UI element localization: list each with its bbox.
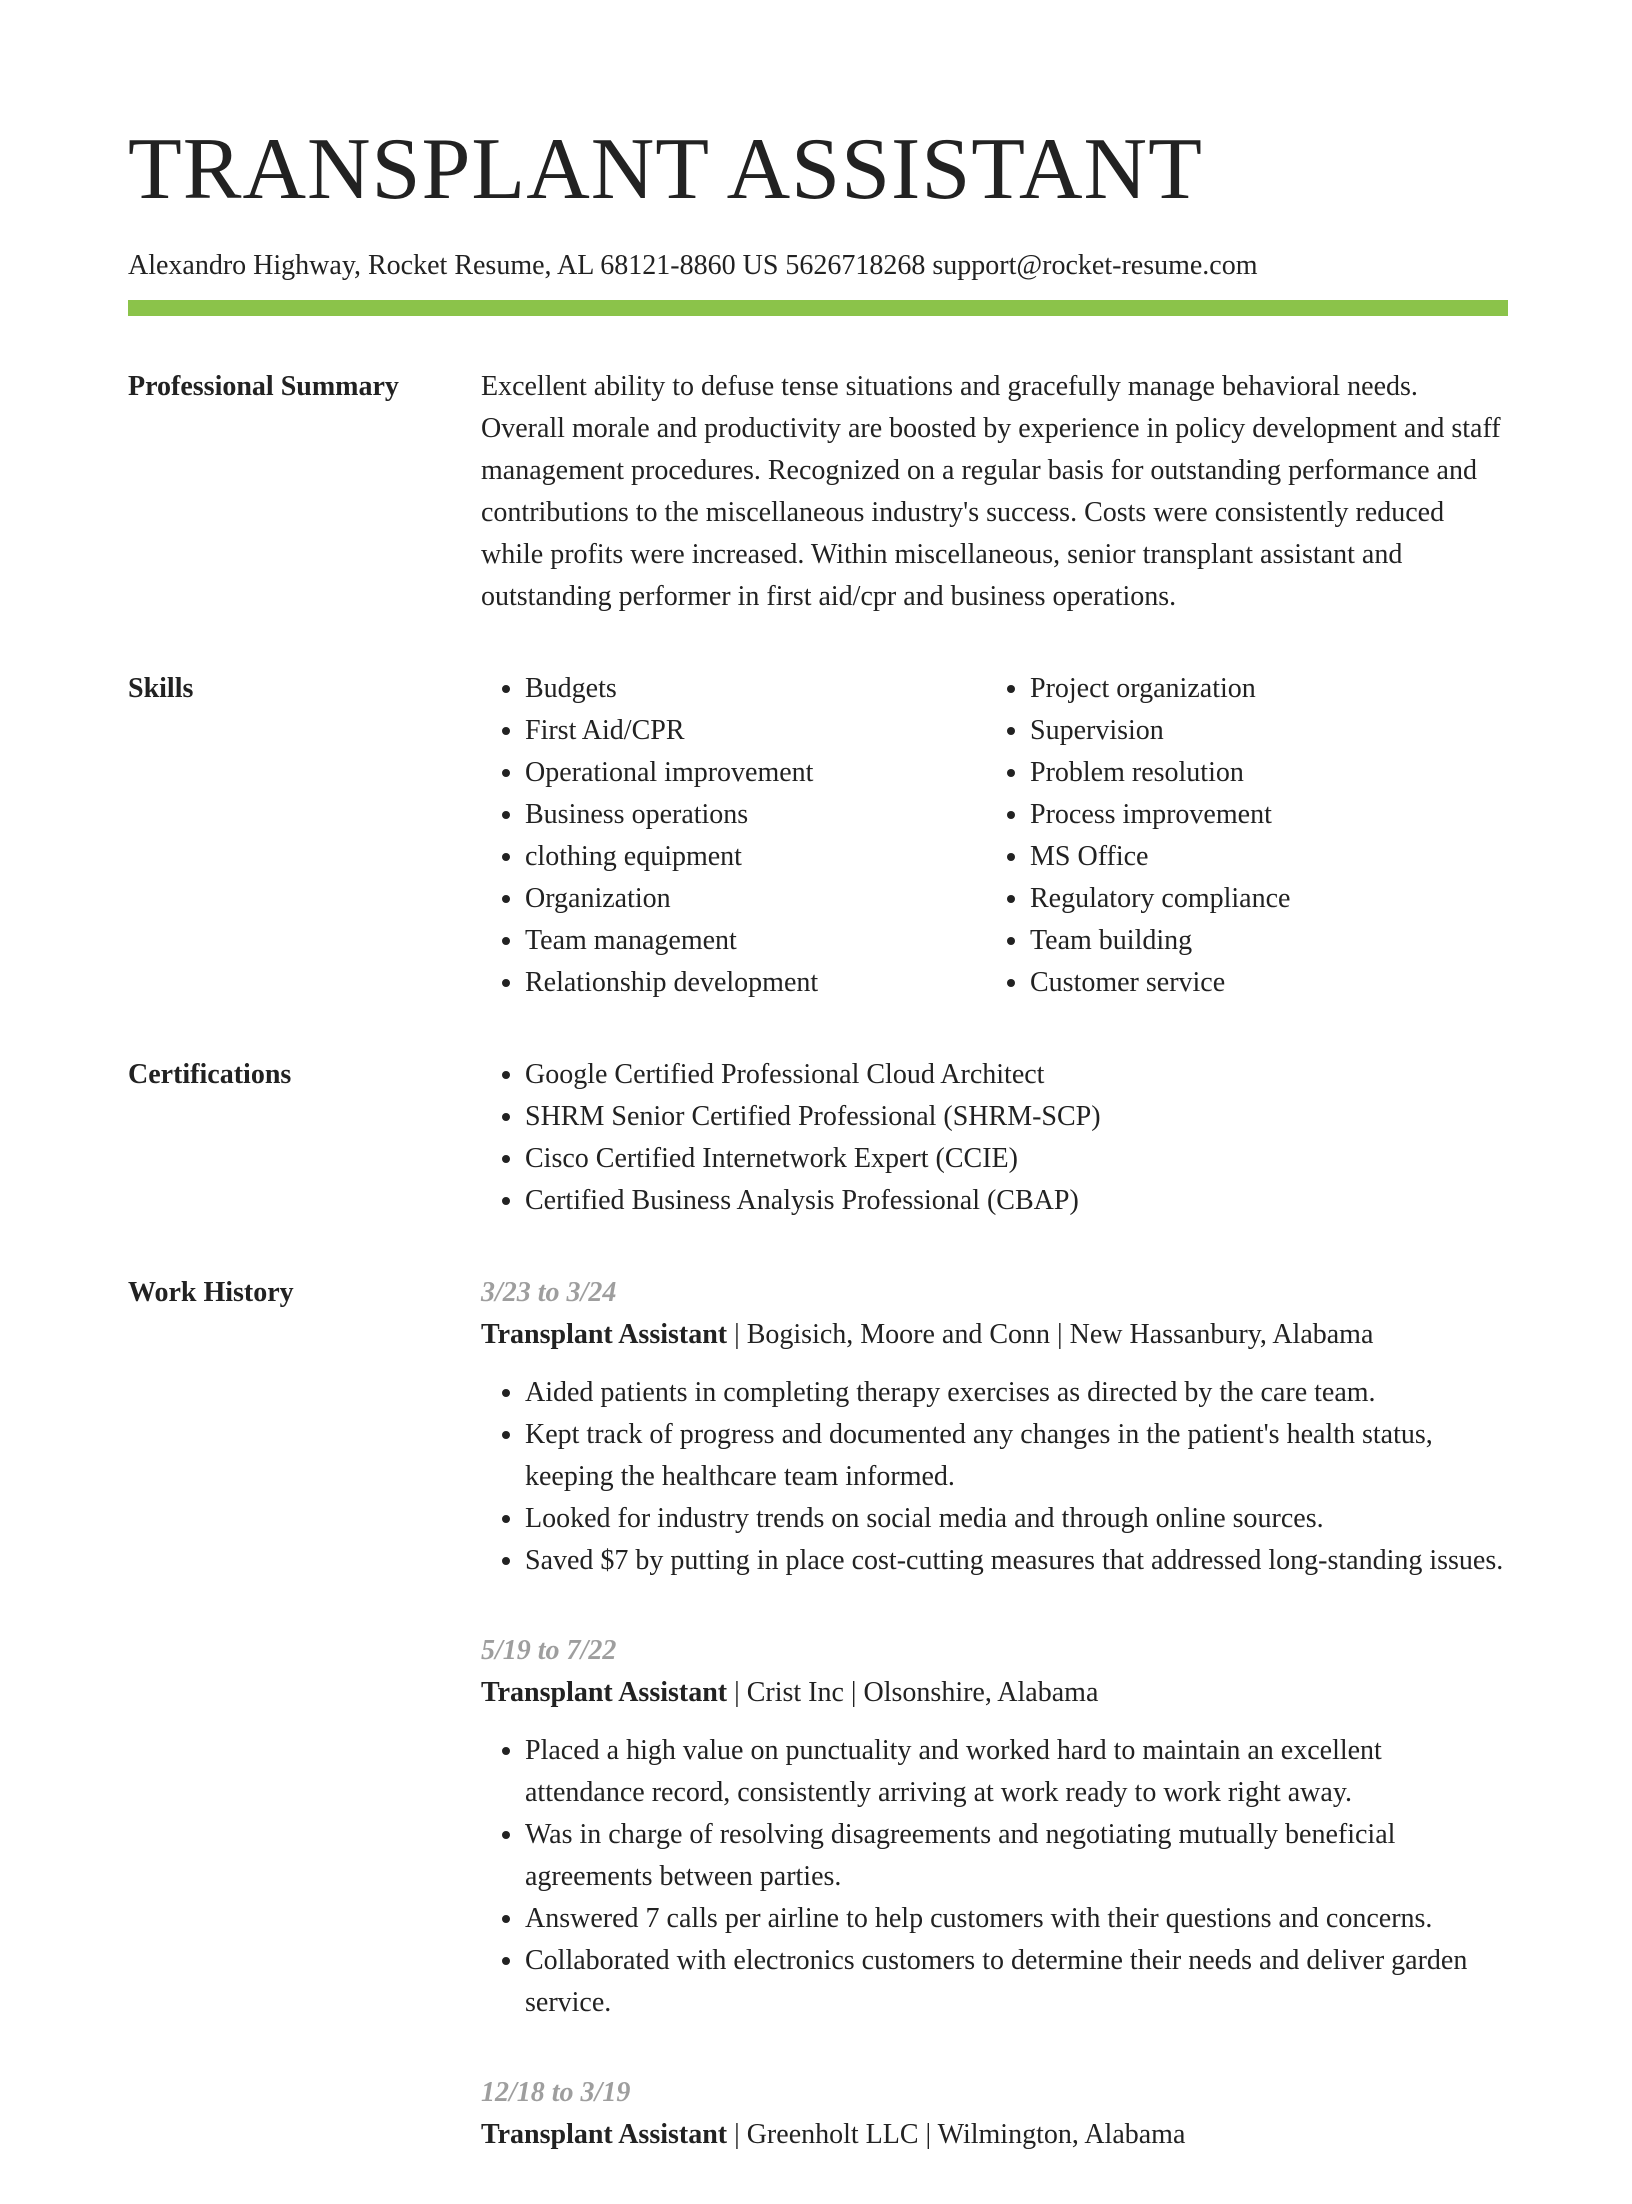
skill-item: • First Aid/CPR: [525, 710, 986, 752]
skill-item: • Project organization: [1030, 668, 1491, 710]
skill-item: • Team building: [1030, 920, 1491, 962]
job-details: | Bogisich, Moore and Conn | New Hassanbury, Alabama: [727, 1319, 1374, 1350]
skill-item: • Problem resolution: [1030, 752, 1491, 794]
job-entry: [481, 2072, 1508, 2156]
job-entry: [481, 1630, 1508, 2024]
certifications-section: [128, 1054, 1508, 1222]
job-bullet: • Looked for industry trends on social media and through online sources.: [525, 1498, 1508, 1540]
job-heading: [481, 2114, 1508, 2156]
job-details: | Crist Inc | Olsonshire, Alabama: [727, 1677, 1099, 1708]
job-dates: 12/18 to 3/19: [481, 2077, 631, 2108]
job-dates: 5/19 to 7/22: [481, 1635, 617, 1666]
job-title: Transplant Assistant: [481, 1319, 728, 1350]
job-heading: [481, 1672, 1508, 1714]
job-bullet: • Was in charge of resolving disagreements and negotiating mutually beneficial agreements between parties.: [525, 1814, 1508, 1898]
skill-item: • Business operations: [525, 794, 986, 836]
skills-list-left: [481, 668, 986, 1004]
skills-section: [128, 668, 1508, 1004]
accent-divider: [128, 300, 1508, 316]
skill-item: • Supervision: [1030, 710, 1491, 752]
section-title-skills: Skills: [128, 673, 194, 704]
skill-item: • Process improvement: [1030, 794, 1491, 836]
job-heading: [481, 1314, 1508, 1356]
skill-item: • Organization: [525, 878, 986, 920]
skill-item: • Team management: [525, 920, 986, 962]
skill-item: • Relationship development: [525, 962, 986, 1004]
skill-item: • MS Office: [1030, 836, 1491, 878]
job-bullets: [481, 1372, 1508, 1582]
job-bullet: • Answered 7 calls per airline to help customers with their questions and concerns.: [525, 1898, 1508, 1940]
job-bullet: • Saved $7 by putting in place cost-cutting measures that addressed long-standing issues.: [525, 1540, 1508, 1582]
skills-list-right: [986, 668, 1491, 1004]
certifications-list: [481, 1054, 1508, 1222]
certification-item: • Cisco Certified Internetwork Expert (CCIE): [525, 1138, 1508, 1180]
job-title: Transplant Assistant: [481, 2119, 728, 2150]
job-bullet: • Kept track of progress and documented any changes in the patient's health status, keeping the healthcare team informed.: [525, 1414, 1508, 1498]
certification-item: • Certified Business Analysis Professional (CBAP): [525, 1180, 1508, 1222]
job-bullets: [481, 1730, 1508, 2024]
skill-item: • Budgets: [525, 668, 986, 710]
job-entry: [481, 1272, 1508, 1582]
job-bullet: • Placed a high value on punctuality and worked hard to maintain an excellent attendance record, consistently arriving at work ready to work right away.: [525, 1730, 1508, 1814]
work-history-section: [128, 1272, 1508, 2204]
contact-line: Alexandro Highway, Rocket Resume, AL 68121-8860 US 5626718268 support@rocket-resume.com: [128, 250, 1258, 281]
certification-item: • SHRM Senior Certified Professional (SHRM-SCP): [525, 1096, 1508, 1138]
resume-name: TRANSPLANT ASSISTANT: [128, 121, 1203, 218]
summary-section: [128, 366, 1508, 618]
job-bullet: • Collaborated with electronics customers to determine their needs and deliver garden service.: [525, 1940, 1508, 2024]
job-bullet: • Aided patients in completing therapy exercises as directed by the care team.: [525, 1372, 1508, 1414]
job-title: Transplant Assistant: [481, 1677, 728, 1708]
summary-text: Excellent ability to defuse tense situations and gracefully manage behavioral needs. Overall morale and productivity are boosted by experience in policy development and staff management procedures. Recognized on a regular basis for outstanding performance and contributions to the miscellaneous industry's success. Costs were consistently reduced while profits were increased. Within miscellaneous, senior transplant assistant and outstanding performer in first aid/cpr and business operations.: [481, 371, 1501, 612]
certification-item: • Google Certified Professional Cloud Architect: [525, 1054, 1508, 1096]
section-title-work-history: Work History: [128, 1277, 294, 1308]
skill-item: • Customer service: [1030, 962, 1491, 1004]
job-details: | Greenholt LLC | Wilmington, Alabama: [727, 2119, 1186, 2150]
section-title-summary: Professional Summary: [128, 371, 399, 402]
skill-item: • clothing equipment: [525, 836, 986, 878]
job-dates: 3/23 to 3/24: [481, 1277, 617, 1308]
resume-page: [128, 120, 1508, 2204]
skill-item: • Regulatory compliance: [1030, 878, 1491, 920]
skill-item: • Operational improvement: [525, 752, 986, 794]
section-title-certifications: Certifications: [128, 1059, 292, 1090]
